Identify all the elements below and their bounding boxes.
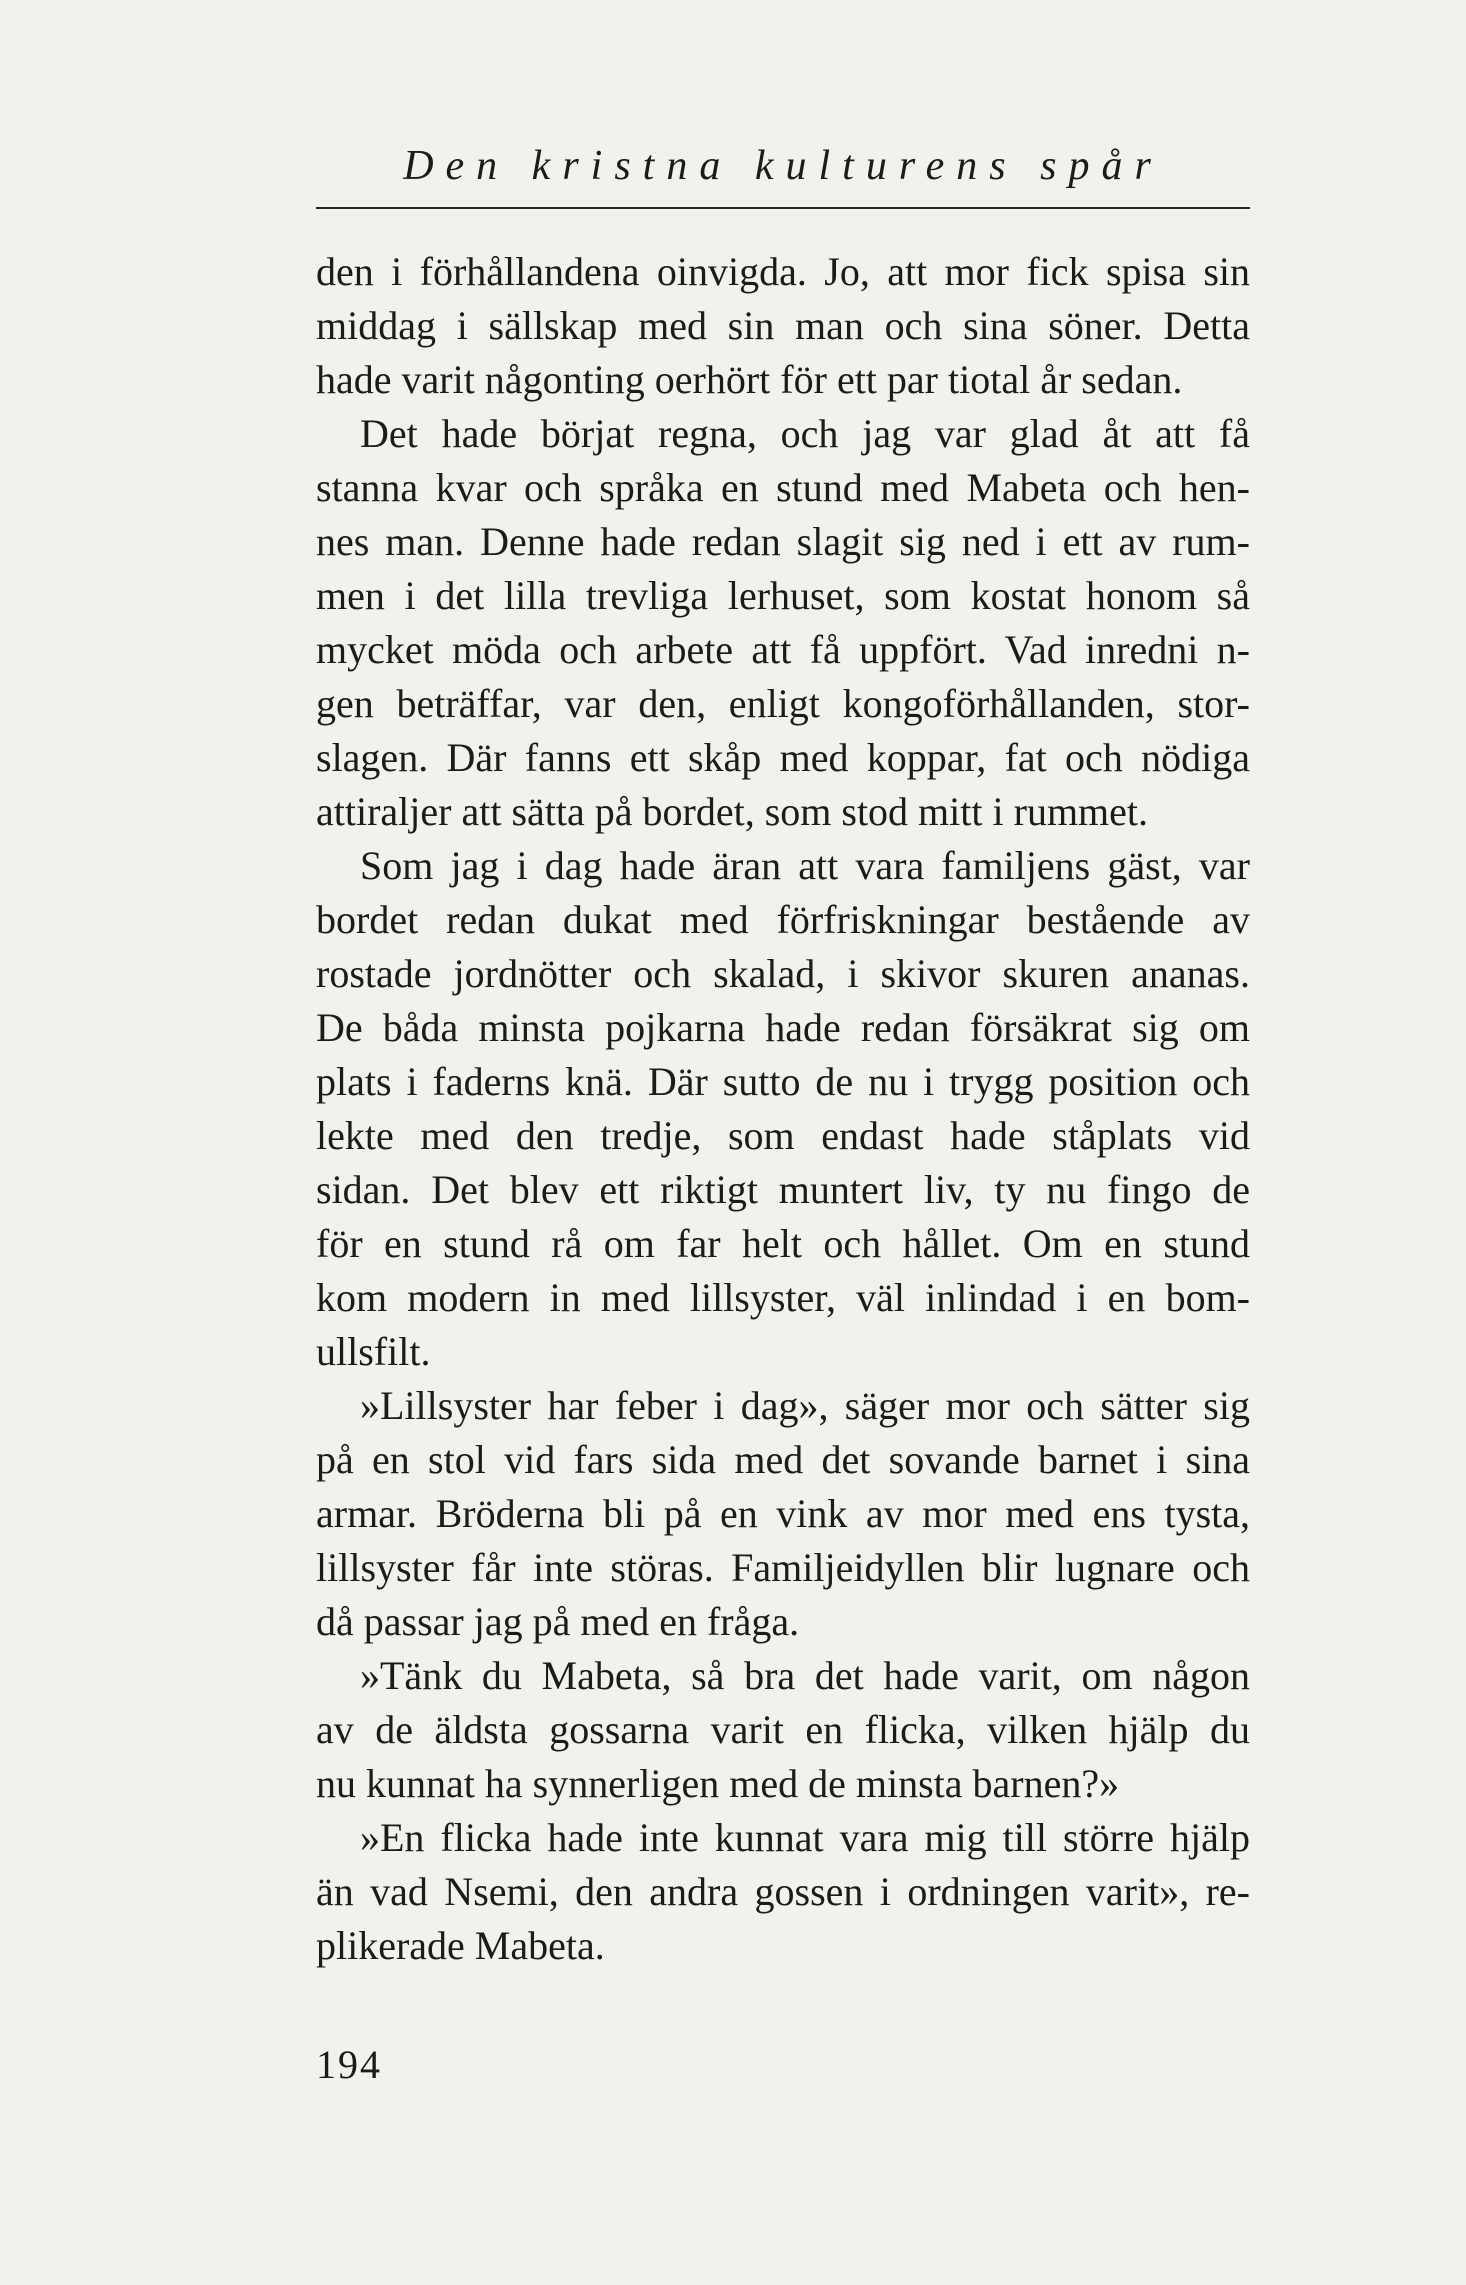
- text-line: plikerade Mabeta.: [316, 1923, 605, 1968]
- page-number: 194: [316, 2042, 382, 2087]
- text-line: »Tänk du Mabeta, så bra det hade varit, om någon: [360, 1653, 1250, 1698]
- text-line: Det hade börjat regna, och jag var glad åt att få: [360, 411, 1250, 456]
- text-line: armar. Bröderna bli på en vink av mor med ens tysta,: [316, 1491, 1250, 1536]
- text-line: gen beträffar, var den, enligt kongoförhållanden, stor-: [316, 681, 1250, 726]
- text-line: ullsfilt.: [316, 1329, 431, 1374]
- text-line: av de äldsta gossarna varit en flicka, vilken hjälp du: [316, 1707, 1250, 1752]
- text-line: mycket möda och arbete att få uppfört. Vad inredni n-: [316, 627, 1250, 672]
- text-line: De båda minsta pojkarna hade redan försäkrat sig om: [316, 1005, 1250, 1050]
- text-line: kom modern in med lillsyster, väl inlindad i en bom-: [316, 1275, 1250, 1320]
- text-line: på en stol vid fars sida med det sovande barnet i sina: [316, 1437, 1250, 1482]
- text-line: då passar jag på med en fråga.: [316, 1599, 800, 1644]
- text-line: »Lillsyster har feber i dag», säger mor och sätter sig: [360, 1383, 1250, 1428]
- text-line: sidan. Det blev ett riktigt muntert liv, ty nu fingo de: [316, 1167, 1250, 1212]
- text-line: än vad Nsemi, den andra gossen i ordningen varit», re-: [316, 1869, 1250, 1914]
- text-line: Som jag i dag hade äran att vara familjens gäst, var: [360, 843, 1250, 888]
- text-line: »En flicka hade inte kunnat vara mig till större hjälp: [360, 1815, 1250, 1860]
- text-line: den i förhållandena oinvigda. Jo, att mor fick spisa sin: [316, 249, 1250, 294]
- text-line: lillsyster får inte störas. Familjeidyllen blir lugnare och: [316, 1545, 1250, 1590]
- text-line: hade varit någonting oerhört för ett par tiotal år sedan.: [316, 357, 1183, 402]
- body-text: [316, 245, 1250, 1973]
- text-line: rostade jordnötter och skalad, i skivor skuren ananas.: [316, 951, 1250, 996]
- text-line: nu kunnat ha synnerligen med de minsta barnen?»: [316, 1761, 1120, 1806]
- text-line: attiraljer att sätta på bordet, som stod mitt i rummet.: [316, 789, 1149, 834]
- text-line: stanna kvar och språka en stund med Mabeta och hen-: [316, 465, 1250, 510]
- text-line: middag i sällskap med sin man och sina söner. Detta: [316, 303, 1250, 348]
- text-line: bordet redan dukat med förfriskningar bestående av: [316, 897, 1250, 942]
- text-line: nes man. Denne hade redan slagit sig ned i ett av rum-: [316, 519, 1250, 564]
- running-head: Den kristna kulturens spår: [403, 143, 1163, 189]
- text-line: för en stund rå om far helt och hållet. Om en stund: [316, 1221, 1250, 1266]
- header-rule: [316, 207, 1250, 209]
- text-line: slagen. Där fanns ett skåp med koppar, fat och nödiga: [316, 735, 1250, 780]
- text-line: plats i faderns knä. Där sutto de nu i trygg position och: [316, 1059, 1250, 1104]
- text-line: lekte med den tredje, som endast hade ståplats vid: [316, 1113, 1250, 1158]
- text-line: men i det lilla trevliga lerhuset, som kostat honom så: [316, 573, 1250, 618]
